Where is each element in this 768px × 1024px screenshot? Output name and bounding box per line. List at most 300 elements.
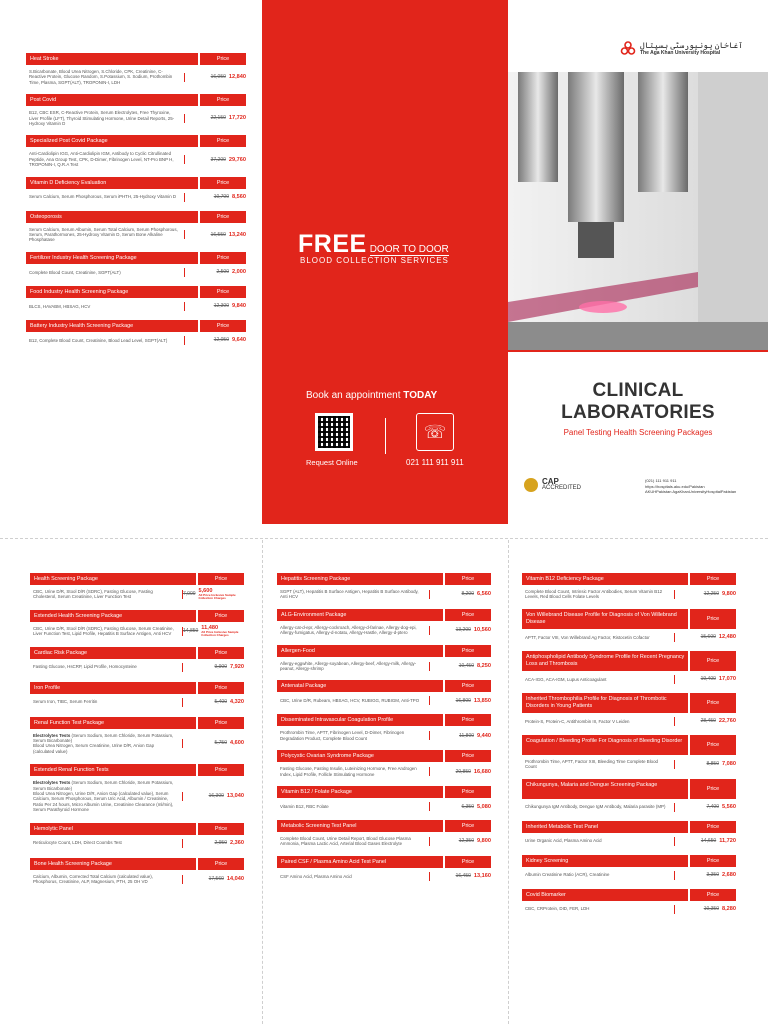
package-item bbox=[30, 610, 244, 637]
tests-group-label: Electrolytes Tests bbox=[33, 732, 71, 738]
new-price bbox=[227, 793, 244, 799]
package-header bbox=[30, 682, 244, 694]
package-header bbox=[522, 573, 736, 585]
package-header bbox=[26, 135, 246, 147]
package-name: Inherited Thrombophilia Profile for Diagnosis of Thrombotic Disorders in Young Patients bbox=[522, 693, 688, 713]
package-body bbox=[30, 780, 244, 812]
cap-badge bbox=[524, 478, 581, 492]
package-body bbox=[277, 836, 491, 847]
price-header: Price bbox=[690, 735, 736, 755]
package-item bbox=[26, 135, 246, 167]
package-name: Iron Profile bbox=[30, 682, 196, 694]
price-header: Price bbox=[198, 823, 244, 835]
package-item bbox=[277, 714, 491, 741]
package-header bbox=[277, 820, 491, 832]
package-prices bbox=[182, 663, 244, 672]
package-body bbox=[26, 302, 246, 311]
package-tests: Calcium, Albumin, Corrected Total Calcium (calculated value), Phosphorus, Creatinine, ALP, Magnesium, PTH, 25 OH VD bbox=[33, 873, 153, 885]
package-name: Chikungunya, Malaria and Dengue Screening Package bbox=[522, 779, 688, 799]
package-tests: Protein-S, Protein-C, Antithrombin III, Factor V Leiden bbox=[525, 718, 630, 724]
cap-label: CAP bbox=[542, 477, 559, 486]
contact-social[interactable]: AKUHPakistan AgaKhanUniversityHospitalPakistan bbox=[645, 489, 737, 494]
new-price-value: 5,080 bbox=[477, 803, 491, 810]
new-price bbox=[719, 718, 736, 724]
package-prices bbox=[674, 803, 736, 812]
new-price-value: 11,720 bbox=[719, 838, 736, 845]
price-header: Price bbox=[200, 211, 246, 223]
new-price-value: 17,720 bbox=[228, 115, 246, 122]
package-body bbox=[277, 872, 491, 881]
package-prices bbox=[429, 872, 491, 881]
package-tests: CBC, CRProtein, DID, FER, LDH bbox=[525, 906, 590, 912]
package-body bbox=[277, 625, 491, 636]
price-header: Price bbox=[445, 786, 491, 798]
old-price: 10,450 bbox=[458, 663, 474, 670]
new-price bbox=[722, 761, 736, 767]
package-header bbox=[30, 764, 244, 776]
package-prices bbox=[429, 696, 491, 705]
new-price bbox=[722, 804, 736, 810]
package-tests: S.Bicarbonate, Blood Urea Nitrogen, S.Chloride, CPK, Creatinine, C-Reactive Protein, Glucose Random, S.Potassium, S. Sodium, Prothombin Time, Plasma, SGPT(ALT), TROPONIN-I, LDH bbox=[29, 69, 173, 85]
package-tests: Complete Blood Count, Creatinine, SGPT(ALT) bbox=[29, 269, 121, 275]
price-header: Price bbox=[198, 647, 244, 659]
old-price: 15,600 bbox=[700, 634, 716, 641]
fold-line bbox=[262, 540, 263, 1024]
package-name: Covid Biomarker bbox=[522, 889, 688, 901]
package-tests: Allergy-eggwhite, Allergy-soyabean, Allergy-beef, Allergy-milk, Allergy-peanut, Allergy-shrimp bbox=[280, 660, 417, 672]
package-header bbox=[30, 823, 244, 835]
package-item bbox=[26, 286, 246, 311]
new-price bbox=[722, 906, 736, 912]
package-prices bbox=[182, 698, 244, 707]
price-header: Price bbox=[445, 820, 491, 832]
package-tests: CBC, Urine D/R, Rubeam, HBSAG, HCV, RUBIGG, RUBIGM, Anti-TPO bbox=[280, 698, 420, 704]
package-tests: Vitamin B12, RBC Folate bbox=[280, 803, 329, 809]
free-word: FREE bbox=[298, 230, 367, 258]
package-item bbox=[522, 573, 736, 600]
cover-title-line1: CLINICAL bbox=[592, 380, 684, 401]
old-price: 7,400 bbox=[706, 804, 719, 811]
package-tests: B12, CBC ESR, C-Reactive Protein, Serum Electrolytes, Free Thyroxine, Liver Profile (LFT), Thyroid Stimulating Hormone, Urine Detail Reports, 25-Hydroxy Vitamin D bbox=[29, 110, 175, 127]
package-header bbox=[277, 856, 491, 868]
package-name: Inherited Metabolic Test Panel bbox=[522, 821, 688, 833]
package-body bbox=[30, 874, 244, 885]
package-body bbox=[26, 268, 246, 277]
cover-subtitle: Panel Testing Health Screening Packages bbox=[563, 428, 713, 437]
package-item bbox=[277, 786, 491, 811]
new-price bbox=[722, 591, 736, 597]
phone-number[interactable]: 021 111 911 911 bbox=[406, 458, 464, 467]
new-price-value: 6,560 bbox=[477, 591, 491, 598]
package-prices bbox=[674, 590, 736, 599]
package-body bbox=[26, 193, 246, 202]
package-header bbox=[277, 750, 491, 762]
package-body bbox=[30, 663, 244, 672]
package-prices bbox=[184, 114, 246, 123]
package-tests: SGPT (ALT), Hepatitis B Surface Antigen, Hepatitis B Surface Antibody, Anti HCV bbox=[280, 589, 419, 600]
new-price-value: 4,320 bbox=[230, 699, 244, 706]
old-price: 12,300 bbox=[213, 303, 229, 310]
package-item bbox=[30, 573, 244, 600]
old-price: 13,200 bbox=[455, 627, 471, 634]
new-price-value: 11,480 bbox=[201, 624, 219, 631]
package-item bbox=[30, 823, 244, 848]
old-price: 10,350 bbox=[703, 906, 719, 913]
package-item bbox=[277, 680, 491, 705]
package-item bbox=[522, 735, 736, 770]
package-body bbox=[26, 69, 246, 85]
price-header: Price bbox=[445, 645, 491, 657]
request-online-label[interactable]: Request Online bbox=[306, 458, 358, 467]
package-tests: CSF Amino Acid, Plasma Amino Acid bbox=[280, 873, 352, 879]
price-header: Price bbox=[200, 94, 246, 106]
package-header bbox=[26, 320, 246, 332]
package-body bbox=[522, 589, 736, 600]
package-prices bbox=[674, 837, 736, 846]
package-tests bbox=[30, 780, 182, 812]
new-price-value: 5,560 bbox=[722, 804, 736, 811]
price-header: Price bbox=[198, 610, 244, 622]
price-header: Price bbox=[690, 609, 736, 629]
package-tests: Complete Blood Count, Intrinsic Factor Antibodies, Serum Vitamin B12 Levels, Red Blood Cells Folate Levels bbox=[525, 589, 663, 600]
new-price bbox=[722, 872, 736, 878]
new-price-value: 17,070 bbox=[718, 676, 736, 683]
package-prices bbox=[674, 633, 736, 642]
package-name: Battery Industry Health Screening Package bbox=[26, 320, 198, 332]
package-item bbox=[26, 53, 246, 85]
price-header: Price bbox=[198, 764, 244, 776]
accent-line bbox=[508, 350, 768, 352]
package-prices bbox=[184, 230, 246, 239]
package-header bbox=[522, 855, 736, 867]
old-price: 5,750 bbox=[214, 740, 227, 747]
price-header: Price bbox=[690, 889, 736, 901]
cover-title-line2: LABORATORIES bbox=[561, 402, 715, 423]
brand-name-urdu: آغاخان یونیورسٹی ہسپتال bbox=[640, 40, 743, 50]
package-item bbox=[26, 252, 246, 277]
qr-code-icon[interactable] bbox=[315, 413, 353, 451]
new-price bbox=[230, 840, 244, 846]
package-name: Osteoporosis bbox=[26, 211, 198, 223]
new-price bbox=[232, 337, 246, 343]
old-price: 6,350 bbox=[461, 803, 474, 810]
new-price-value: 9,800 bbox=[722, 591, 736, 598]
package-name: Cardiac Risk Package bbox=[30, 647, 196, 659]
price-header: Price bbox=[690, 779, 736, 799]
package-item bbox=[26, 94, 246, 126]
old-price: 16,300 bbox=[208, 793, 224, 800]
new-price-value: 9,840 bbox=[232, 303, 246, 310]
package-name: Renal Function Test Package bbox=[30, 717, 196, 729]
new-price-value: 8,280 bbox=[722, 906, 736, 913]
package-header bbox=[522, 609, 736, 629]
package-prices bbox=[182, 839, 244, 848]
new-price-value: 16,680 bbox=[473, 768, 491, 775]
package-header bbox=[522, 651, 736, 671]
package-tests: BLCS, HAVABM, HBSAG, HCV bbox=[29, 303, 91, 309]
package-name: Polycystic Ovarian Syndrome Package bbox=[277, 750, 443, 762]
price-header: Price bbox=[198, 717, 244, 729]
package-header bbox=[522, 779, 736, 799]
package-body bbox=[522, 633, 736, 642]
fold-line bbox=[0, 538, 768, 539]
package-header bbox=[26, 211, 246, 223]
new-price bbox=[474, 698, 491, 704]
package-name: Extended Renal Function Tests bbox=[30, 764, 196, 776]
old-price: 3,350 bbox=[706, 872, 719, 879]
price-header: Price bbox=[200, 252, 246, 264]
package-header bbox=[30, 858, 244, 870]
package-prices bbox=[184, 73, 246, 82]
package-item bbox=[30, 858, 244, 885]
package-name: Hepatitis Screening Package bbox=[277, 573, 443, 585]
package-prices bbox=[429, 802, 491, 811]
package-body bbox=[277, 730, 491, 741]
new-price bbox=[229, 115, 246, 121]
old-price: 8,850 bbox=[706, 761, 719, 768]
tests-group-detail: (Serum Sodium, Serum Chloride, Serum Potassium, Serum Bicarbonate) bbox=[33, 780, 174, 791]
old-price: 12,250 bbox=[703, 591, 719, 598]
old-price: 17,560 bbox=[208, 876, 224, 883]
new-price bbox=[230, 740, 244, 746]
price-note: All Price Inclusive Sample Collection Charges bbox=[198, 593, 236, 601]
book-emph: TODAY bbox=[403, 390, 438, 401]
new-price bbox=[229, 157, 246, 163]
old-price: 7,000 bbox=[183, 591, 196, 598]
package-name: Kidney Screening bbox=[522, 855, 688, 867]
package-body bbox=[522, 871, 736, 880]
package-prices bbox=[429, 626, 491, 635]
promo-panel bbox=[262, 0, 508, 524]
package-prices bbox=[182, 792, 244, 801]
new-price-value: 9,800 bbox=[477, 838, 491, 845]
package-name: Allergen-Food bbox=[277, 645, 443, 657]
new-price bbox=[477, 663, 491, 669]
package-header bbox=[277, 680, 491, 692]
new-price-value: 7,920 bbox=[230, 664, 244, 671]
new-price-value: 9,440 bbox=[477, 732, 491, 739]
packages-column-1 bbox=[30, 573, 244, 895]
package-prices bbox=[674, 760, 736, 769]
package-body bbox=[522, 803, 736, 812]
package-body bbox=[277, 696, 491, 705]
package-tests: Prothrombin Time, APTT, Fibrinogen Level, D-Dimer, Fibrinogen Degradation Product, Complete Blood Count bbox=[280, 730, 405, 741]
package-tests: APTT, Factor VIII, Von Willebrand Ag Factor, Ristocetin Cofactor bbox=[525, 634, 650, 640]
new-price-value: 10,560 bbox=[473, 627, 491, 634]
package-item bbox=[30, 682, 244, 707]
phone-icon[interactable]: ☏ bbox=[416, 413, 454, 451]
package-header bbox=[277, 645, 491, 657]
new-price bbox=[719, 676, 736, 682]
package-body bbox=[522, 905, 736, 914]
old-price: 14,650 bbox=[700, 838, 717, 845]
package-body bbox=[522, 759, 736, 770]
package-name: Vitamin D Deficiency Evaluation bbox=[26, 177, 198, 189]
tests-group-detail: (Serum Sodium, Serum Chloride, Serum Potassium, Serum Bicarbonate) bbox=[33, 732, 174, 744]
price-header: Price bbox=[690, 573, 736, 585]
package-prices bbox=[429, 662, 491, 671]
price-note: All Price Inclusive Sample Collection Charges bbox=[201, 629, 239, 638]
package-name: Post Covid bbox=[26, 94, 198, 106]
price-header: Price bbox=[690, 651, 736, 671]
book-appointment bbox=[306, 390, 437, 401]
package-body bbox=[26, 151, 246, 167]
new-price-value: 13,240 bbox=[228, 231, 246, 238]
package-name: Antenatal Package bbox=[277, 680, 443, 692]
package-body bbox=[26, 110, 246, 126]
contact-web[interactable]: https://hospitals.aku.edu/Pakistan bbox=[645, 483, 705, 489]
packages-top-left bbox=[26, 53, 246, 354]
package-prices bbox=[182, 875, 244, 884]
package-prices bbox=[184, 193, 246, 202]
package-name: Paired CSF / Plasma Amino Acid Test Panel bbox=[277, 856, 443, 868]
package-header bbox=[277, 573, 491, 585]
package-name: Disseminated Intravascular Coagulation Profile bbox=[277, 714, 443, 726]
old-price: 37,200 bbox=[210, 156, 226, 163]
package-prices bbox=[182, 590, 244, 599]
new-price bbox=[199, 588, 244, 601]
package-tests: Urine Organic Acid, Plasma Amino Acid bbox=[525, 838, 602, 844]
new-price bbox=[230, 664, 244, 670]
package-item bbox=[277, 573, 491, 600]
package-tests: Complete Blood Count, Urine Detail Report, Blood Glucose Plasma Ammonia, Plasma Lactic Acid, Arterial Blood Gases Electrolyte bbox=[280, 836, 411, 847]
price-header: Price bbox=[690, 821, 736, 833]
price-header: Price bbox=[445, 750, 491, 762]
package-tests: Serum Calcium, Serum Albumin, Serum Total Calcium, Serum Phosphorous, Serum, Parathormones, 25-Hydroxy Vitamin D, Serum Bone Alkaline Phosphatase bbox=[29, 226, 178, 243]
price-header: Price bbox=[445, 856, 491, 868]
package-header bbox=[277, 714, 491, 726]
package-item bbox=[522, 693, 736, 726]
package-header bbox=[26, 94, 246, 106]
new-price bbox=[227, 876, 244, 882]
package-tests: Fasting Glucose, Fasting Insulin, Luteinizing Hormone, Free Androgen Index, Lipid Profile, Follicle Stimulating Hormone bbox=[280, 766, 417, 777]
package-item bbox=[522, 651, 736, 684]
old-price: 16,550 bbox=[210, 231, 226, 238]
package-tests: Reticulocyte Count, LDH, Direct Coombs Test bbox=[33, 840, 122, 846]
old-price: 22,150 bbox=[210, 115, 226, 122]
packages-column-2 bbox=[277, 573, 491, 890]
old-price: 28,450 bbox=[700, 718, 716, 725]
cap-accredited: ACCREDITED bbox=[542, 485, 582, 491]
contact-info bbox=[645, 478, 736, 495]
new-price-value: 2,000 bbox=[232, 269, 246, 276]
package-body bbox=[277, 766, 491, 777]
package-item bbox=[30, 764, 244, 812]
package-header bbox=[522, 889, 736, 901]
package-prices bbox=[674, 717, 736, 726]
package-body bbox=[277, 589, 491, 600]
new-price bbox=[232, 303, 246, 309]
old-price: 16,050 bbox=[210, 74, 226, 81]
package-body bbox=[522, 717, 736, 726]
package-tests: Serum Iron, TIBC, Serum Ferritin bbox=[33, 699, 98, 705]
package-item bbox=[277, 820, 491, 847]
new-price bbox=[719, 634, 736, 640]
contact-phone[interactable]: (021) 111 911 911 bbox=[645, 478, 677, 483]
package-name: ALG-Environment Package bbox=[277, 609, 443, 621]
package-prices bbox=[429, 590, 491, 599]
new-price bbox=[477, 838, 491, 844]
price-header: Price bbox=[198, 573, 244, 585]
new-price bbox=[474, 769, 491, 775]
package-body bbox=[30, 839, 244, 848]
old-price: 20,850 bbox=[455, 768, 471, 775]
new-price bbox=[229, 74, 246, 80]
new-price-value: 14,040 bbox=[226, 876, 244, 883]
package-header bbox=[277, 609, 491, 621]
package-item bbox=[30, 647, 244, 672]
package-tests: Anti-Cardiolipin IGG, Anti-Cardiolipin IGM, Antibody to Cyclic Citrullinated Peptide, Ana Group Test, CPK, D-Dimer, Fibrinogen Level, NT-Pro BNP H, TROPONIN-I, Q.R.A Test bbox=[29, 151, 174, 168]
package-item bbox=[26, 177, 246, 202]
new-price-value: 7,080 bbox=[722, 761, 736, 768]
package-prices bbox=[184, 336, 246, 345]
package-prices bbox=[182, 624, 244, 638]
package-item bbox=[26, 211, 246, 243]
package-tests: Serum Calcium, Serum Phosphorous, Serum iPHTH, 25-Hydroxy Vitamin D bbox=[29, 194, 177, 200]
new-price-value: 2,680 bbox=[722, 872, 736, 879]
aku-logo-icon bbox=[620, 40, 636, 56]
package-tests: CBC, Urine D/R, Stool D/R (SDRC), Fasting Glucose, Fasting Cholesterol, Serum Creatinine, Liver Function Test bbox=[33, 589, 153, 600]
package-prices bbox=[429, 731, 491, 740]
package-body bbox=[30, 698, 244, 707]
new-price-value: 4,600 bbox=[230, 740, 244, 747]
door-to-door: DOOR TO DOOR bbox=[369, 244, 449, 255]
free-banner bbox=[298, 232, 449, 256]
price-header: Price bbox=[200, 320, 246, 332]
tests-list: Blood Urea Nitrogen, Serum Creatinine, Urine D/R, Anion Gap (calculated value) bbox=[33, 743, 155, 754]
old-price: 16,800 bbox=[455, 697, 471, 704]
new-price-value: 22,760 bbox=[718, 718, 736, 725]
package-item bbox=[522, 855, 736, 880]
package-header bbox=[522, 735, 736, 755]
old-price: 5,400 bbox=[214, 699, 227, 706]
package-item bbox=[522, 821, 736, 846]
new-price bbox=[474, 873, 491, 879]
fold-line bbox=[508, 540, 509, 1024]
package-tests: Prothrombin Time, APTT, Factor XIII, Bleeding Time Complete Blood Count bbox=[525, 758, 658, 770]
package-body bbox=[30, 733, 244, 755]
package-item bbox=[26, 320, 246, 345]
price-header: Price bbox=[690, 855, 736, 867]
price-header: Price bbox=[445, 680, 491, 692]
package-header bbox=[522, 693, 736, 713]
package-tests: CBC, Urine D/R, Stool D/R (SDRC), Fasting Glucose, Serum Creatinine, Liver Function Test, Lipid Profile, Hepatitis B Surface Antigen, Anti HCV bbox=[33, 625, 174, 637]
price-header: Price bbox=[200, 135, 246, 147]
package-name: Coagulation / Bleeding Profile For Diagnosis of Bleeding Disorder bbox=[522, 735, 688, 755]
old-price: 12,050 bbox=[213, 337, 229, 344]
microscope-image bbox=[508, 72, 768, 350]
new-price-value: 8,560 bbox=[232, 194, 246, 201]
new-price bbox=[719, 838, 736, 844]
tests-list: Blood Urea Nitrogen, Urine D/R, Anion Gap (calculated value), Serum Calcium, Serum Phosphorous, Serum Uric Acid, Albumin / Creatinine, Ratio Per 24 hours, Micro Albumin Urine, Creatinine Clearance (ml/min), Serum Parathyroid Hormone bbox=[33, 791, 174, 813]
package-prices bbox=[674, 871, 736, 880]
package-item bbox=[522, 779, 736, 812]
package-header bbox=[30, 647, 244, 659]
package-item bbox=[277, 750, 491, 777]
package-item bbox=[522, 889, 736, 914]
package-prices bbox=[184, 302, 246, 311]
new-price-value: 9,640 bbox=[232, 337, 246, 344]
new-price bbox=[477, 804, 491, 810]
package-body bbox=[522, 837, 736, 846]
price-header: Price bbox=[198, 682, 244, 694]
price-header: Price bbox=[200, 53, 246, 65]
package-tests: B12, Complete Blood Count, Creatinine, Blood Lead Level, SGPT(ALT) bbox=[29, 337, 168, 343]
package-header bbox=[30, 717, 244, 729]
tests-group-label: Electrolytes Tests bbox=[33, 780, 71, 786]
package-body bbox=[277, 802, 491, 811]
package-name: Antiphospholipid Antibody Syndrome Profile for Recent Pregnancy Loss and Thrombosis bbox=[522, 651, 688, 671]
